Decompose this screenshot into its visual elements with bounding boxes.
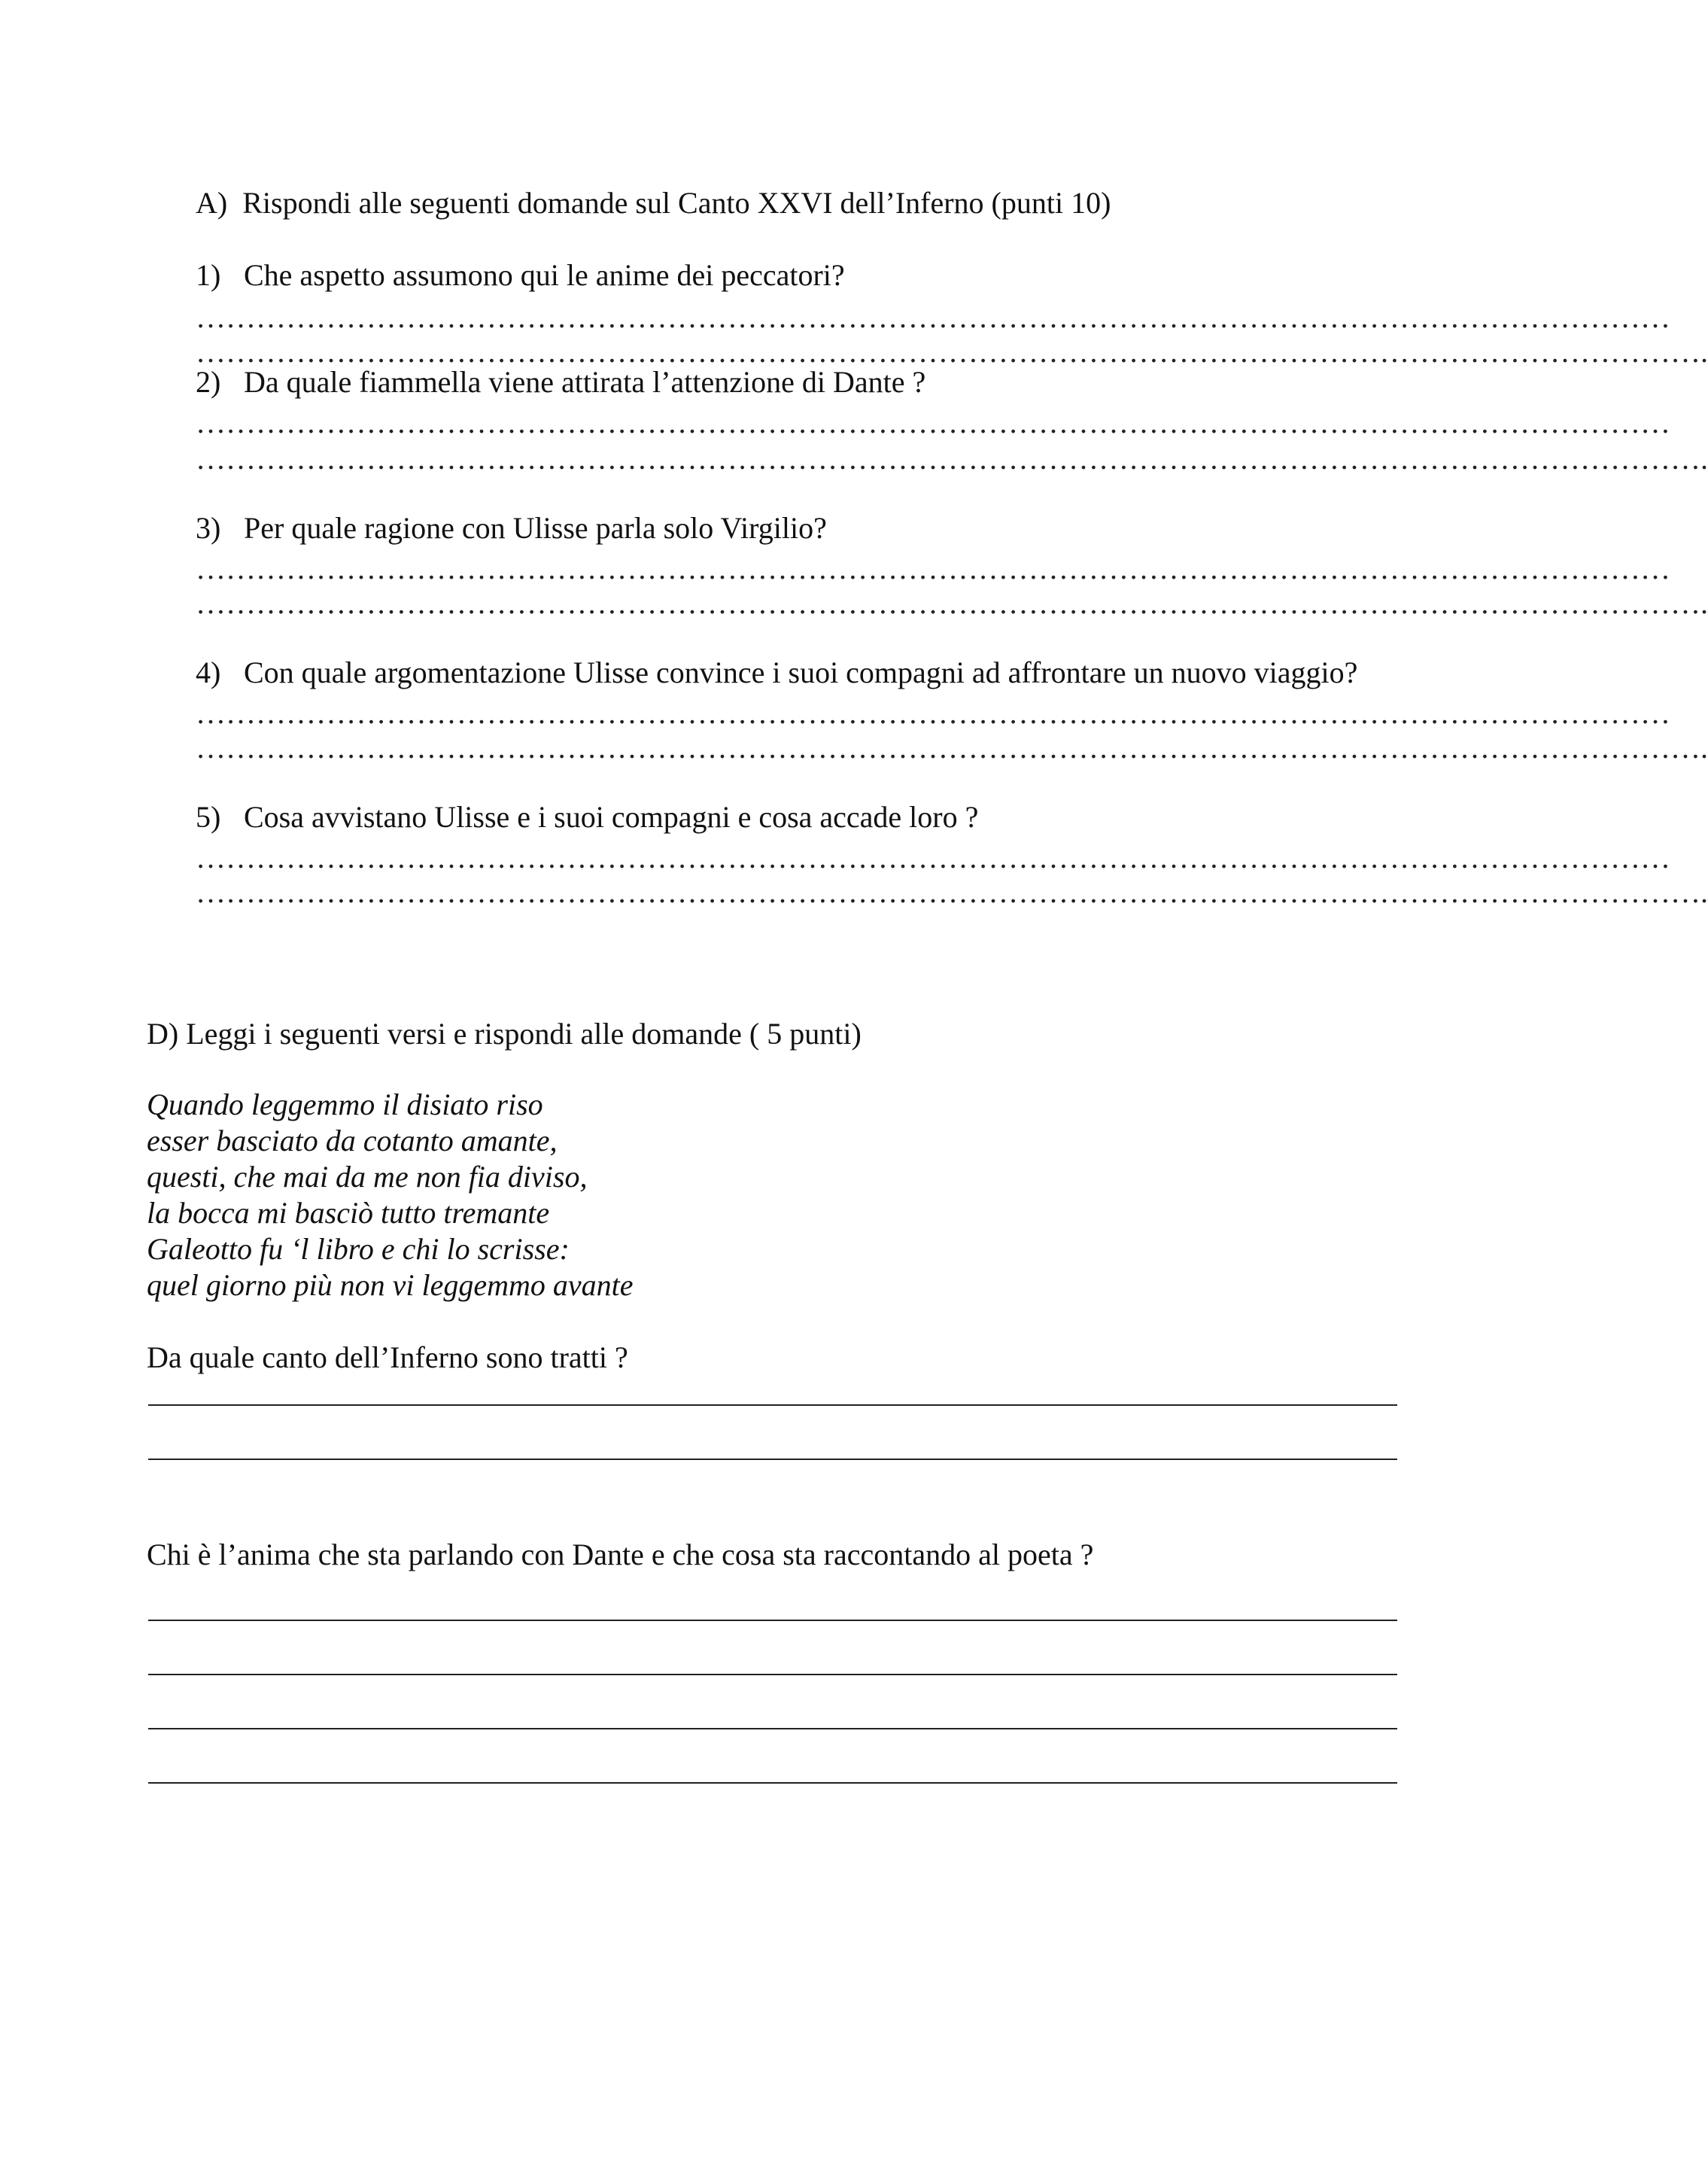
answer-dots-line[interactable]: ……………………………………………………………………………………………………………………………………. bbox=[196, 442, 1708, 476]
verse-line: esser basciato da cotanto amante, bbox=[147, 1124, 558, 1157]
answer-dots-line[interactable]: ……………………………………………………………………………………………………………………………………. bbox=[196, 875, 1708, 909]
verse-line: quel giorno più non vi leggemmo avante bbox=[147, 1268, 634, 1302]
verse-line: Quando leggemmo il disiato riso bbox=[147, 1087, 543, 1121]
question-number: 5) bbox=[196, 800, 221, 834]
section-d-heading: D) Leggi i seguenti versi e rispondi alle domande ( 5 punti) bbox=[147, 1017, 862, 1051]
answer-dots-line[interactable]: ………………………………………………………………………………………………………………………………… bbox=[196, 841, 1670, 875]
section-a-heading: A) Rispondi alle seguenti domande sul Canto XXVI dell’Inferno (punti 10) bbox=[196, 186, 1111, 220]
answer-line[interactable] bbox=[148, 1459, 1397, 1460]
question-text: Con quale argomentazione Ulisse convince i suoi compagni ad affrontare un nuovo viaggio? bbox=[244, 656, 1358, 689]
answer-dots-line[interactable]: ………………………………………………………………………………………………………………………………… bbox=[196, 696, 1670, 730]
answer-dots-line[interactable]: ……………………………………………………………………………………………………………………………………. bbox=[196, 586, 1708, 620]
section-d-question-1: Da quale canto dell’Inferno sono tratti ? bbox=[147, 1340, 628, 1374]
answer-line[interactable] bbox=[148, 1782, 1397, 1784]
answer-dots-line[interactable]: ……………………………………………………………………………………………………………………………………. bbox=[196, 335, 1708, 369]
question-number: 1) bbox=[196, 258, 221, 292]
question-number: 2) bbox=[196, 365, 221, 399]
question-text: Cosa avvistano Ulisse e i suoi compagni e cosa accade loro ? bbox=[244, 800, 979, 834]
answer-line[interactable] bbox=[148, 1404, 1397, 1406]
answer-dots-line[interactable]: ………………………………………………………………………………………………………………………………… bbox=[196, 406, 1670, 440]
verse-line: la bocca mi basciò tutto tremante bbox=[147, 1196, 550, 1230]
question-text: Per quale ragione con Ulisse parla solo Virgilio? bbox=[244, 511, 827, 545]
answer-line[interactable] bbox=[148, 1620, 1397, 1621]
question-3 bbox=[196, 510, 827, 546]
question-4 bbox=[196, 655, 1357, 691]
verse-line: questi, che mai da me non fia diviso, bbox=[147, 1160, 588, 1194]
answer-line[interactable] bbox=[148, 1674, 1397, 1675]
answer-dots-line[interactable]: ………………………………………………………………………………………………………………………………… bbox=[196, 552, 1670, 586]
answer-dots-line[interactable]: ………………………………………………………………………………………………………………………………… bbox=[196, 300, 1670, 334]
question-2 bbox=[196, 364, 925, 400]
section-d-question-2: Chi è l’anima che sta parlando con Dante e che cosa sta raccontando al poeta ? bbox=[147, 1538, 1094, 1571]
verse-line: Galeotto fu ‘l libro e chi lo scrisse: bbox=[147, 1232, 570, 1266]
question-text: Che aspetto assumono qui le anime dei peccatori? bbox=[244, 258, 845, 292]
question-1 bbox=[196, 257, 845, 294]
answer-line[interactable] bbox=[148, 1728, 1397, 1729]
question-5 bbox=[196, 799, 978, 835]
question-number: 4) bbox=[196, 656, 221, 689]
question-text: Da quale fiammella viene attirata l’attenzione di Dante ? bbox=[244, 365, 926, 399]
answer-dots-line[interactable]: ……………………………………………………………………………………………………………………………………. bbox=[196, 731, 1708, 765]
question-number: 3) bbox=[196, 511, 221, 545]
